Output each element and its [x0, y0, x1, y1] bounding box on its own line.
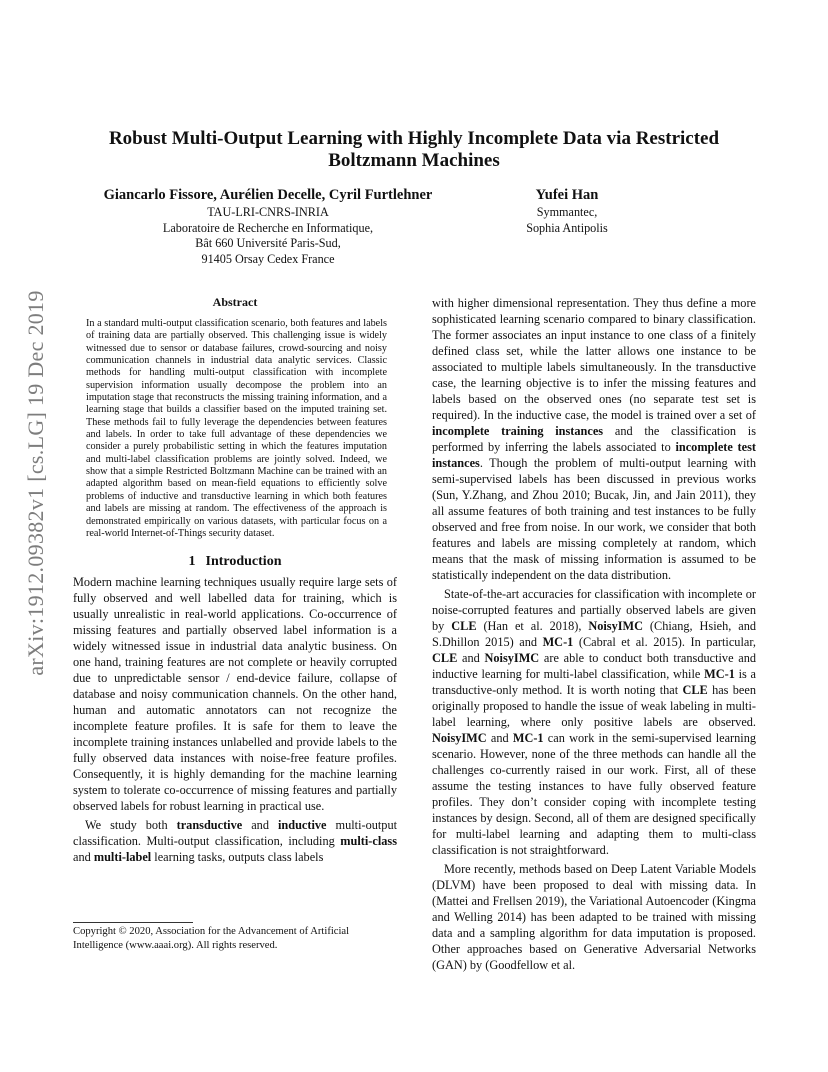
arxiv-stamp [20, 288, 52, 678]
paper-title: Robust Multi-Output Learning with Highly Incomplete Data via Restricted Boltzmann Machines [108, 128, 720, 171]
section-heading-introduction [73, 554, 397, 570]
intro-paragraph-2: We study both transductive and inductive multi-output classification. Multi-output classification, including multi-class and multi-label learning tasks, outputs class labels [73, 818, 398, 865]
affiliation-line: Symmantec, [536, 205, 598, 219]
author-names-right: Yufei Han [535, 187, 599, 203]
affiliation-line: 91405 Orsay Cedex France [201, 251, 335, 266]
right-column [432, 295, 756, 973]
arxiv-stamp-text: arXiv:1912.09382v1 [cs.LG] 19 Dec 2019 [23, 290, 48, 676]
footnote-divider [73, 922, 193, 923]
affiliation-line: Bât 660 Université Paris-Sud, [195, 236, 341, 250]
body-paragraph: State-of-the-art accuracies for classification with incomplete or noise-corrupted features and partially observed labels are given by CLE (Han et al. 2018), NoisyIMC (Chiang, Hsieh, and S.Dhillon 2015) and MC-1 (Cabral et al. 2015). In particular, CLE and NoisyIMC are able to conduct both transductive and inductive learning for multi-label classification, while MC-1 is a transductive-only method. It is worth noting that CLE has been originally proposed to handle the issue of weak labeling in multi-label learning, where only positive labels are observed. NoisyIMC and MC-1 can work in the semi-supervised learning scenario. However, none of the three methods can handle all the challenges co-currently raised in our work. First, all of these assume the testing instances to have fully observed feature profiles. They don’t consider coping with incomplete testing instances by design. Second, all of them are designed specifically for multi-label learning and adapting them to multi-class classification is not straightforward. [432, 587, 757, 857]
abstract-heading: Abstract [212, 295, 258, 309]
section-title: Introduction [205, 554, 282, 570]
affiliation-line: Laboratoire de Recherche en Informatique, [162, 220, 374, 235]
body-paragraph: with higher dimensional representation. They thus define a more sophisticated learning scenario compared to binary classification. The former associates an input instance to one class of a finitely defined class set, while the latter allows one instance to be associated to multiple labels simultaneously. In the transductive case, the learning objective is to infer the missing features and labels based on the observed ones (no separate test set is required). In the inductive case, the model is trained over a set of incomplete training instances and the classification is performed by inferring the labels associated to incomplete test instances. Though the problem of multi-output learning with semi-supervised labels has been discussed in previous works (Sun, Y.Zhang, and Zhou 2010; Bucak, Jin, and Jain 2011), they all assume features of both training and test instances to be fully observed and free from noise. In our work, we consider that both features and labels are missing completely at random, which means that the mask of missing information is assumed to be statistically independent on the data distribution. [432, 296, 756, 582]
author-block-left [76, 186, 460, 267]
intro-paragraph-1: Modern machine learning techniques usually require large sets of fully observed and well labelled data for training, which is usually unrealistic in real-world applications. Co-occurrence of missing features and partially observed label information is a widely witnessed issue in industrial data analytic business. On one hand, training features are not complete or heavily corrupted due to unpredictable sensor / end-device failure, collapse of database and noisy communication channels. On the other hand, human and automatic annotators can not recognize the incomplete feature profiles. It is safe for them to leave the incomplete training instances unlabelled and provide labels to the fully observed data instances with noise-free feature profiles. Consequently, it is highly demanding for the machine learning system to tolerate co-occurrence of missing features and partially observed labels for robust learning in practical use. [73, 575, 397, 814]
affiliation-line: TAU-LRI-CNRS-INRIA [207, 205, 329, 219]
abstract-text: In a standard multi-output classification scenario, both features and labels of training data are partially observed. This challenging issue is widely witnessed due to sensor or database failures, crowd-sourcing and noisy communication channels in industrial data analytic services. Classic methods for handling multi-output classification with incomplete supervision information usually decompose the problem into an imputation stage that reconstructs the missing training information, and a learning stage that builds a classifier based on the imputed training set. These methods fail to fully leverage the dependencies between features and labels. In order to take full advantage of these dependencies we consider a purely probabilistic setting in which the features imputation and multi-label classification problems are jointly solved. Indeed, we show that a simple Restricted Boltzmann Machine can be trained with an adapted algorithm based on mean-field equations to efficiently solve problems of inductive and transductive learning in which both features and labels are missing at random. The effectiveness of the approach is demonstrated empirically on various datasets, with particular focus on a real-world Internet-of-Things security dataset. [86, 318, 387, 539]
author-names-left: Giancarlo Fissore, Aurélien Decelle, Cyril Furtlehner [103, 187, 433, 203]
body-paragraph: More recently, methods based on Deep Latent Variable Models (DLVM) have been proposed to deal with missing data. In (Mattei and Frellsen 2019), the Variational Autoencoder (Kingma and Welling 2014) has been adapted to be trained with missing data and a sampling algorithm for data imputation is proposed. Other approaches based on Generative Adversarial Networks (GAN) by (Goodfellow et al. [432, 862, 756, 972]
copyright-footnote: Copyright © 2020, Association for the Advancement of Artificial Intelligence (www.aaai.org). All rights reserved. [73, 926, 350, 951]
author-block-right [492, 186, 642, 236]
left-column [73, 295, 397, 865]
section-number: 1 [188, 554, 196, 570]
affiliation-line: Sophia Antipolis [526, 220, 608, 235]
